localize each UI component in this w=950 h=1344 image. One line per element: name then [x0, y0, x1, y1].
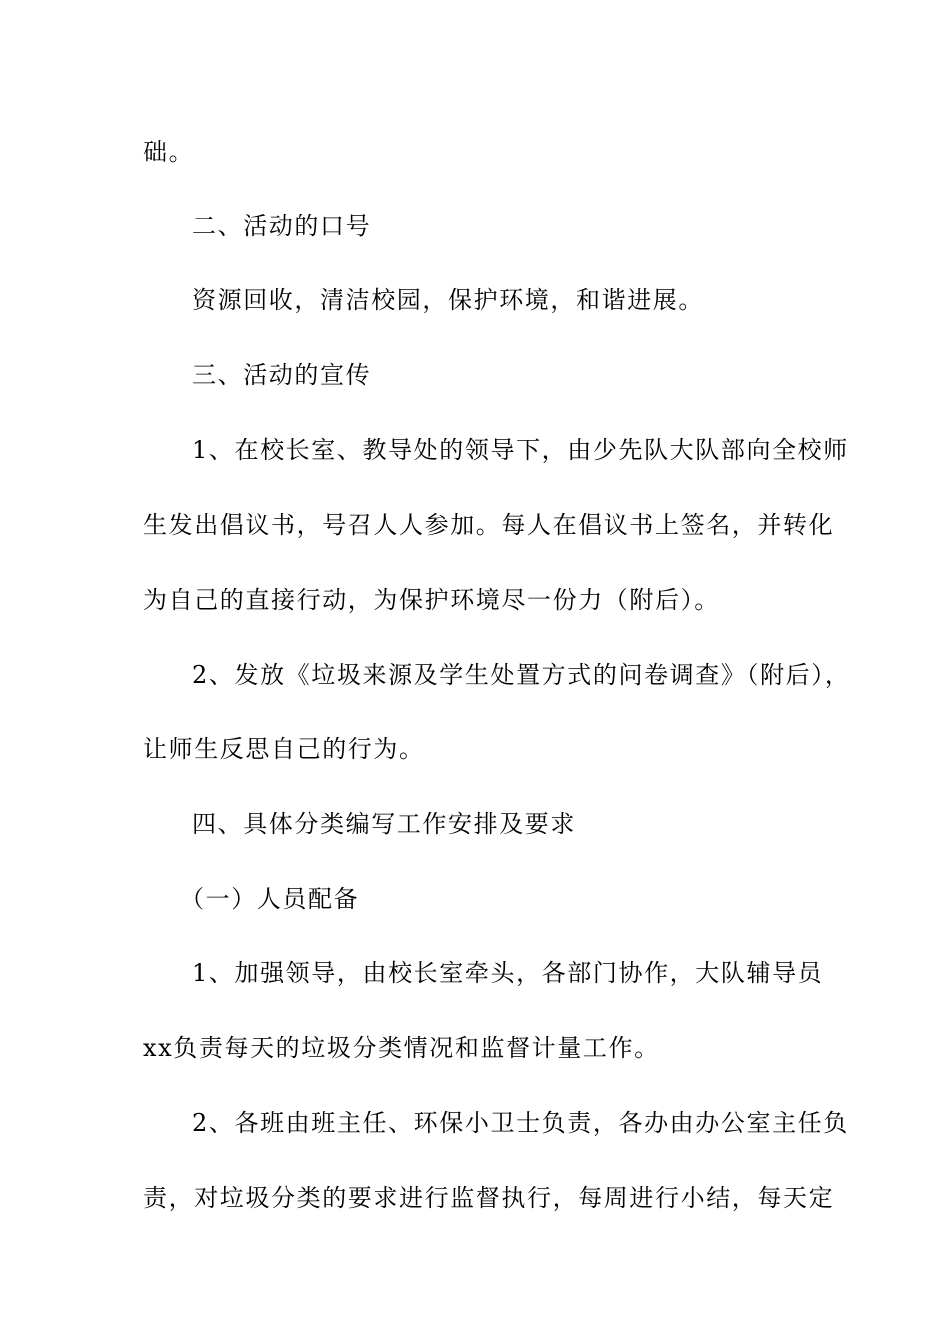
- staffing-item-2-line-2: 责，对垃圾分类的要求进行监督执行，每周进行小结，每天定: [143, 1184, 835, 1212]
- publicity-item-1-line-3: 为自己的直接行动，为保护环境尽一份力（附后）。: [143, 586, 720, 614]
- publicity-item-2-line-1: 2、发放《垃圾来源及学生处置方式的问卷调查》（附后），: [192, 661, 851, 689]
- paragraph-continuation: 础。: [143, 138, 195, 166]
- section-heading-publicity: 三、活动的宣传: [192, 361, 372, 389]
- publicity-item-2-line-2: 让师生反思自己的行为。: [143, 735, 425, 763]
- section-heading-arrangement: 四、具体分类编写工作安排及要求: [192, 810, 576, 838]
- staffing-item-2-line-1: 2、各班由班主任、环保小卫士负责，各办由办公室主任负: [192, 1109, 849, 1137]
- section-heading-slogan: 二、活动的口号: [192, 212, 372, 240]
- publicity-item-1-line-2: 生发出倡议书，号召人人参加。每人在倡议书上签名，并转化: [143, 511, 835, 539]
- subsection-heading-staffing: （一）人员配备: [180, 885, 360, 913]
- slogan-text: 资源回收，清洁校园，保护环境，和谐进展。: [192, 286, 704, 314]
- staffing-item-1-line-1: 1、加强领导，由校长室牵头，各部门协作，大队辅导员: [192, 959, 824, 987]
- staffing-item-1-line-2: xx负责每天的垃圾分类情况和监督计量工作。: [143, 1034, 660, 1062]
- publicity-item-1-line-1: 1、在校长室、教导处的领导下，由少先队大队部向全校师: [192, 436, 849, 464]
